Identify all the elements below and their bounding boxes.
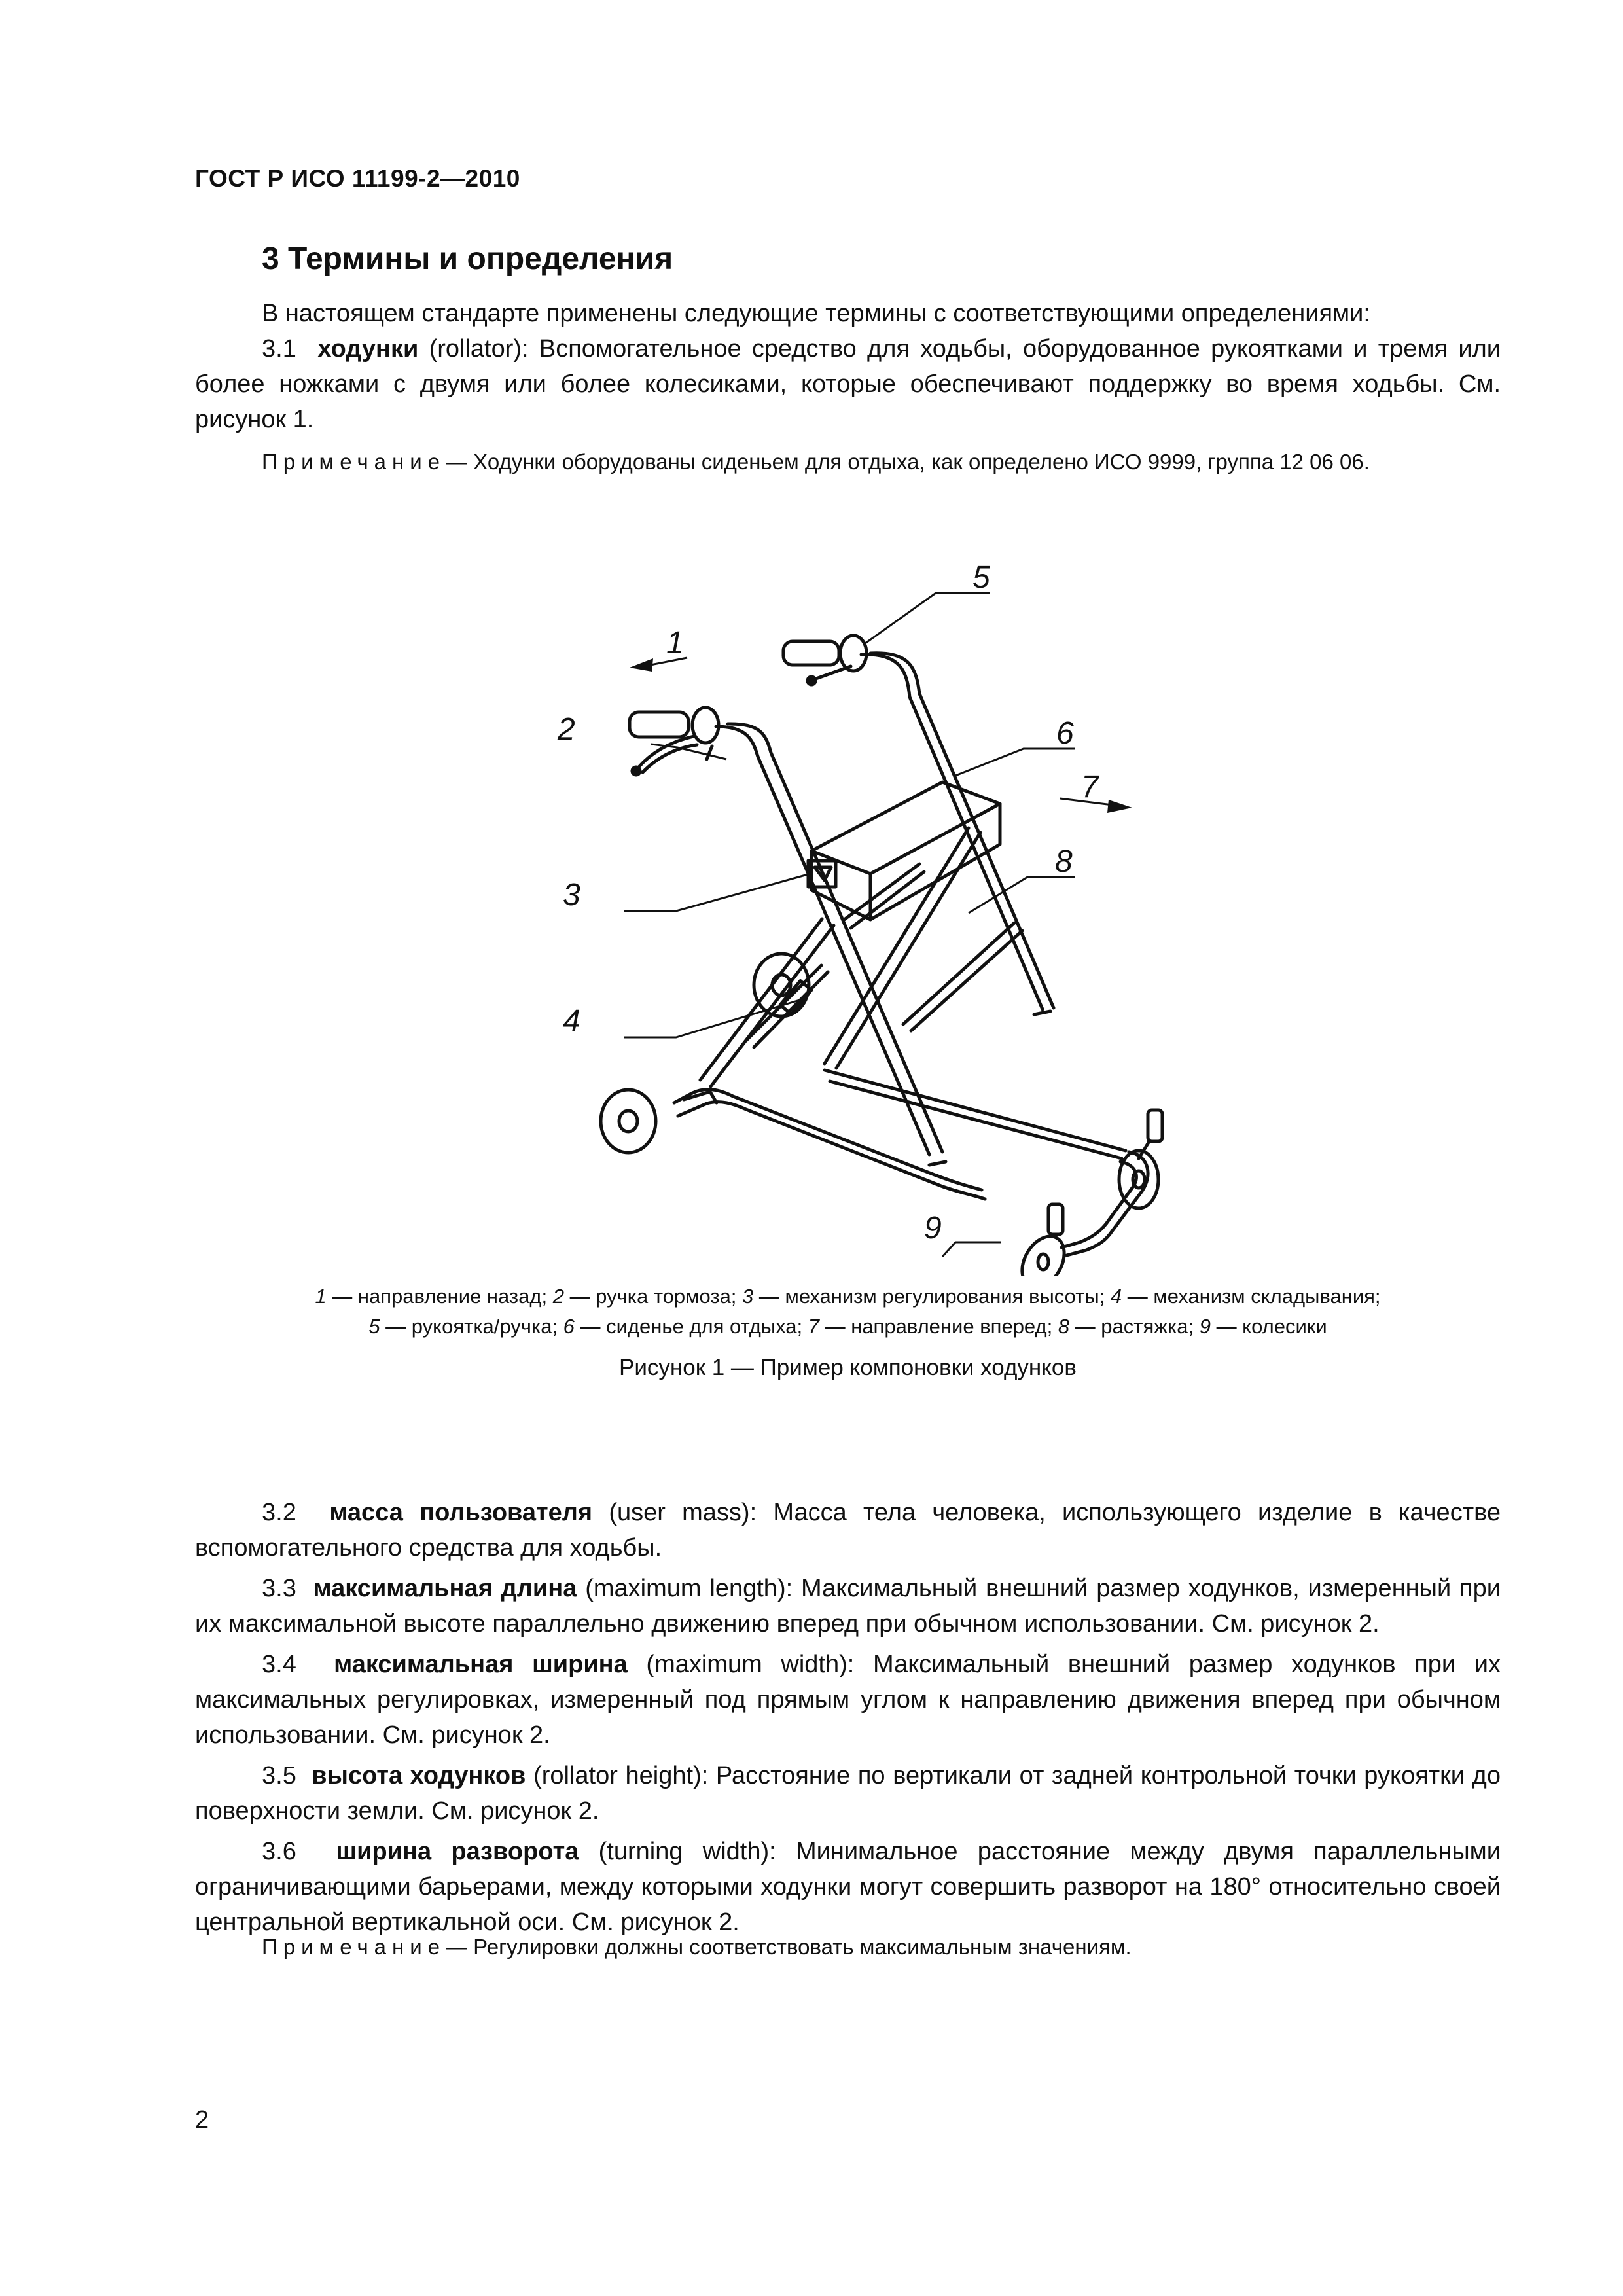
legend-number: 9 bbox=[1199, 1315, 1211, 1338]
term-definition: (user mass): Масса тела человека, использующего изделие в качестве вспомогательного средства для ходьбы. bbox=[195, 1499, 1501, 1562]
section-heading: 3 Термины и определения bbox=[262, 242, 673, 276]
note-label: Примечание bbox=[262, 450, 446, 474]
rollator-figure bbox=[458, 537, 1178, 1276]
term-number: 3.3 bbox=[262, 1575, 296, 1602]
term-number: 3.4 bbox=[262, 1651, 296, 1678]
term-3-3 bbox=[195, 1571, 1501, 1641]
term-definition: (rollator): Вспомогательное средство для ходьбы, оборудованное рукоятками и тремя или более ножками с двумя или более колесиками, которые обеспечивают поддержку во время ходьбы. См. рисунок 1. bbox=[195, 335, 1501, 433]
note-text: — Ходунки оборудованы сиденьем для отдыха, как определено ИСО 9999, группа 12 06 06. bbox=[446, 450, 1370, 474]
legend-text: — направление назад; bbox=[326, 1285, 553, 1308]
note-label: Примечание bbox=[262, 1935, 446, 1959]
figure-caption: Рисунок 1 — Пример компоновки ходунков bbox=[619, 1355, 1077, 1380]
figure-label-8: 8 bbox=[1055, 844, 1073, 879]
legend-number: 5 bbox=[368, 1315, 380, 1338]
page-number: 2 bbox=[195, 2106, 209, 2134]
legend-number: 4 bbox=[1110, 1285, 1122, 1308]
term-name: ходунки bbox=[317, 335, 419, 363]
legend-text: — механизм регулирования высоты; bbox=[753, 1285, 1111, 1308]
legend-text: — ручка тормоза; bbox=[563, 1285, 743, 1308]
note-text: — Регулировки должны соответствовать максимальным значениям. bbox=[446, 1935, 1132, 1959]
term-number: 3.6 bbox=[262, 1838, 296, 1865]
term-name: максимальная ширина bbox=[334, 1651, 628, 1678]
legend-line-2 bbox=[195, 1312, 1501, 1342]
figure-label-9: 9 bbox=[924, 1211, 942, 1246]
figure-label-7: 7 bbox=[1081, 770, 1099, 804]
term-3-5 bbox=[195, 1758, 1501, 1829]
legend-text: — направление вперед; bbox=[819, 1315, 1058, 1338]
legend-number: 6 bbox=[563, 1315, 575, 1338]
term-3-2 bbox=[195, 1495, 1501, 1566]
legend-number: 2 bbox=[552, 1285, 564, 1308]
figure-label-1: 1 bbox=[666, 626, 684, 660]
term-definition: (rollator height): Расстояние по вертикали от задней контрольной точки рукоятки до поверхности земли. См. рисунок 2. bbox=[195, 1762, 1501, 1825]
document-header: ГОСТ Р ИСО 11199-2—2010 bbox=[195, 165, 520, 192]
intro-paragraph: В настоящем стандарте применены следующие термины с соответствующими определениями: bbox=[262, 300, 1370, 327]
legend-text: — рукоятка/ручка; bbox=[380, 1315, 563, 1338]
term-name: масса пользователя bbox=[329, 1499, 593, 1526]
legend-text: — сиденье для отдыха; bbox=[574, 1315, 808, 1338]
legend-number: 8 bbox=[1058, 1315, 1070, 1338]
legend-line-1 bbox=[195, 1282, 1501, 1312]
term-3-6 bbox=[195, 1834, 1501, 1940]
term-definition: (turning width): Минимальное расстояние между двумя параллельными ограничивающими барьерами, между которыми ходунки могут совершить разворот на 180° относительно своей центральной вертикальной оси. См. рисунок 2. bbox=[195, 1838, 1501, 1936]
legend-number: 7 bbox=[808, 1315, 819, 1338]
term-number: 3.2 bbox=[262, 1499, 296, 1526]
figure-legend bbox=[195, 1282, 1501, 1342]
figure-label-3: 3 bbox=[563, 878, 580, 912]
figure-label-6: 6 bbox=[1056, 716, 1074, 751]
term-definition: (maximum width): Максимальный внешний размер ходунков при их максимальных регулировках, измеренный под прямым углом к направлению движения вперед при обычном использовании. См. рисунок 2. bbox=[195, 1651, 1501, 1749]
note-2 bbox=[262, 1935, 1132, 1960]
legend-text: — колесики bbox=[1210, 1315, 1327, 1338]
figure-label-2: 2 bbox=[558, 712, 575, 747]
legend-text: — механизм складывания; bbox=[1122, 1285, 1381, 1308]
legend-number: 1 bbox=[315, 1285, 327, 1308]
term-name: высота ходунков bbox=[312, 1762, 526, 1789]
term-name: максимальная длина bbox=[313, 1575, 577, 1602]
figure-label-4: 4 bbox=[563, 1004, 580, 1039]
legend-text: — растяжка; bbox=[1069, 1315, 1200, 1338]
term-3-4 bbox=[195, 1647, 1501, 1753]
note-1 bbox=[195, 446, 1501, 478]
term-name: ширина разворота bbox=[336, 1838, 579, 1865]
figure-label-5: 5 bbox=[972, 560, 990, 595]
term-3-1 bbox=[195, 331, 1501, 437]
term-number: 3.1 bbox=[262, 335, 296, 363]
terms-top bbox=[195, 296, 1501, 437]
terms-bottom bbox=[195, 1495, 1501, 1945]
term-definition: (maximum length): Максимальный внешний размер ходунков, измеренный при их максимальной высоте параллельно движению вперед при обычном использовании. См. рисунок 2. bbox=[195, 1575, 1501, 1638]
term-number: 3.5 bbox=[262, 1762, 296, 1789]
legend-number: 3 bbox=[742, 1285, 754, 1308]
